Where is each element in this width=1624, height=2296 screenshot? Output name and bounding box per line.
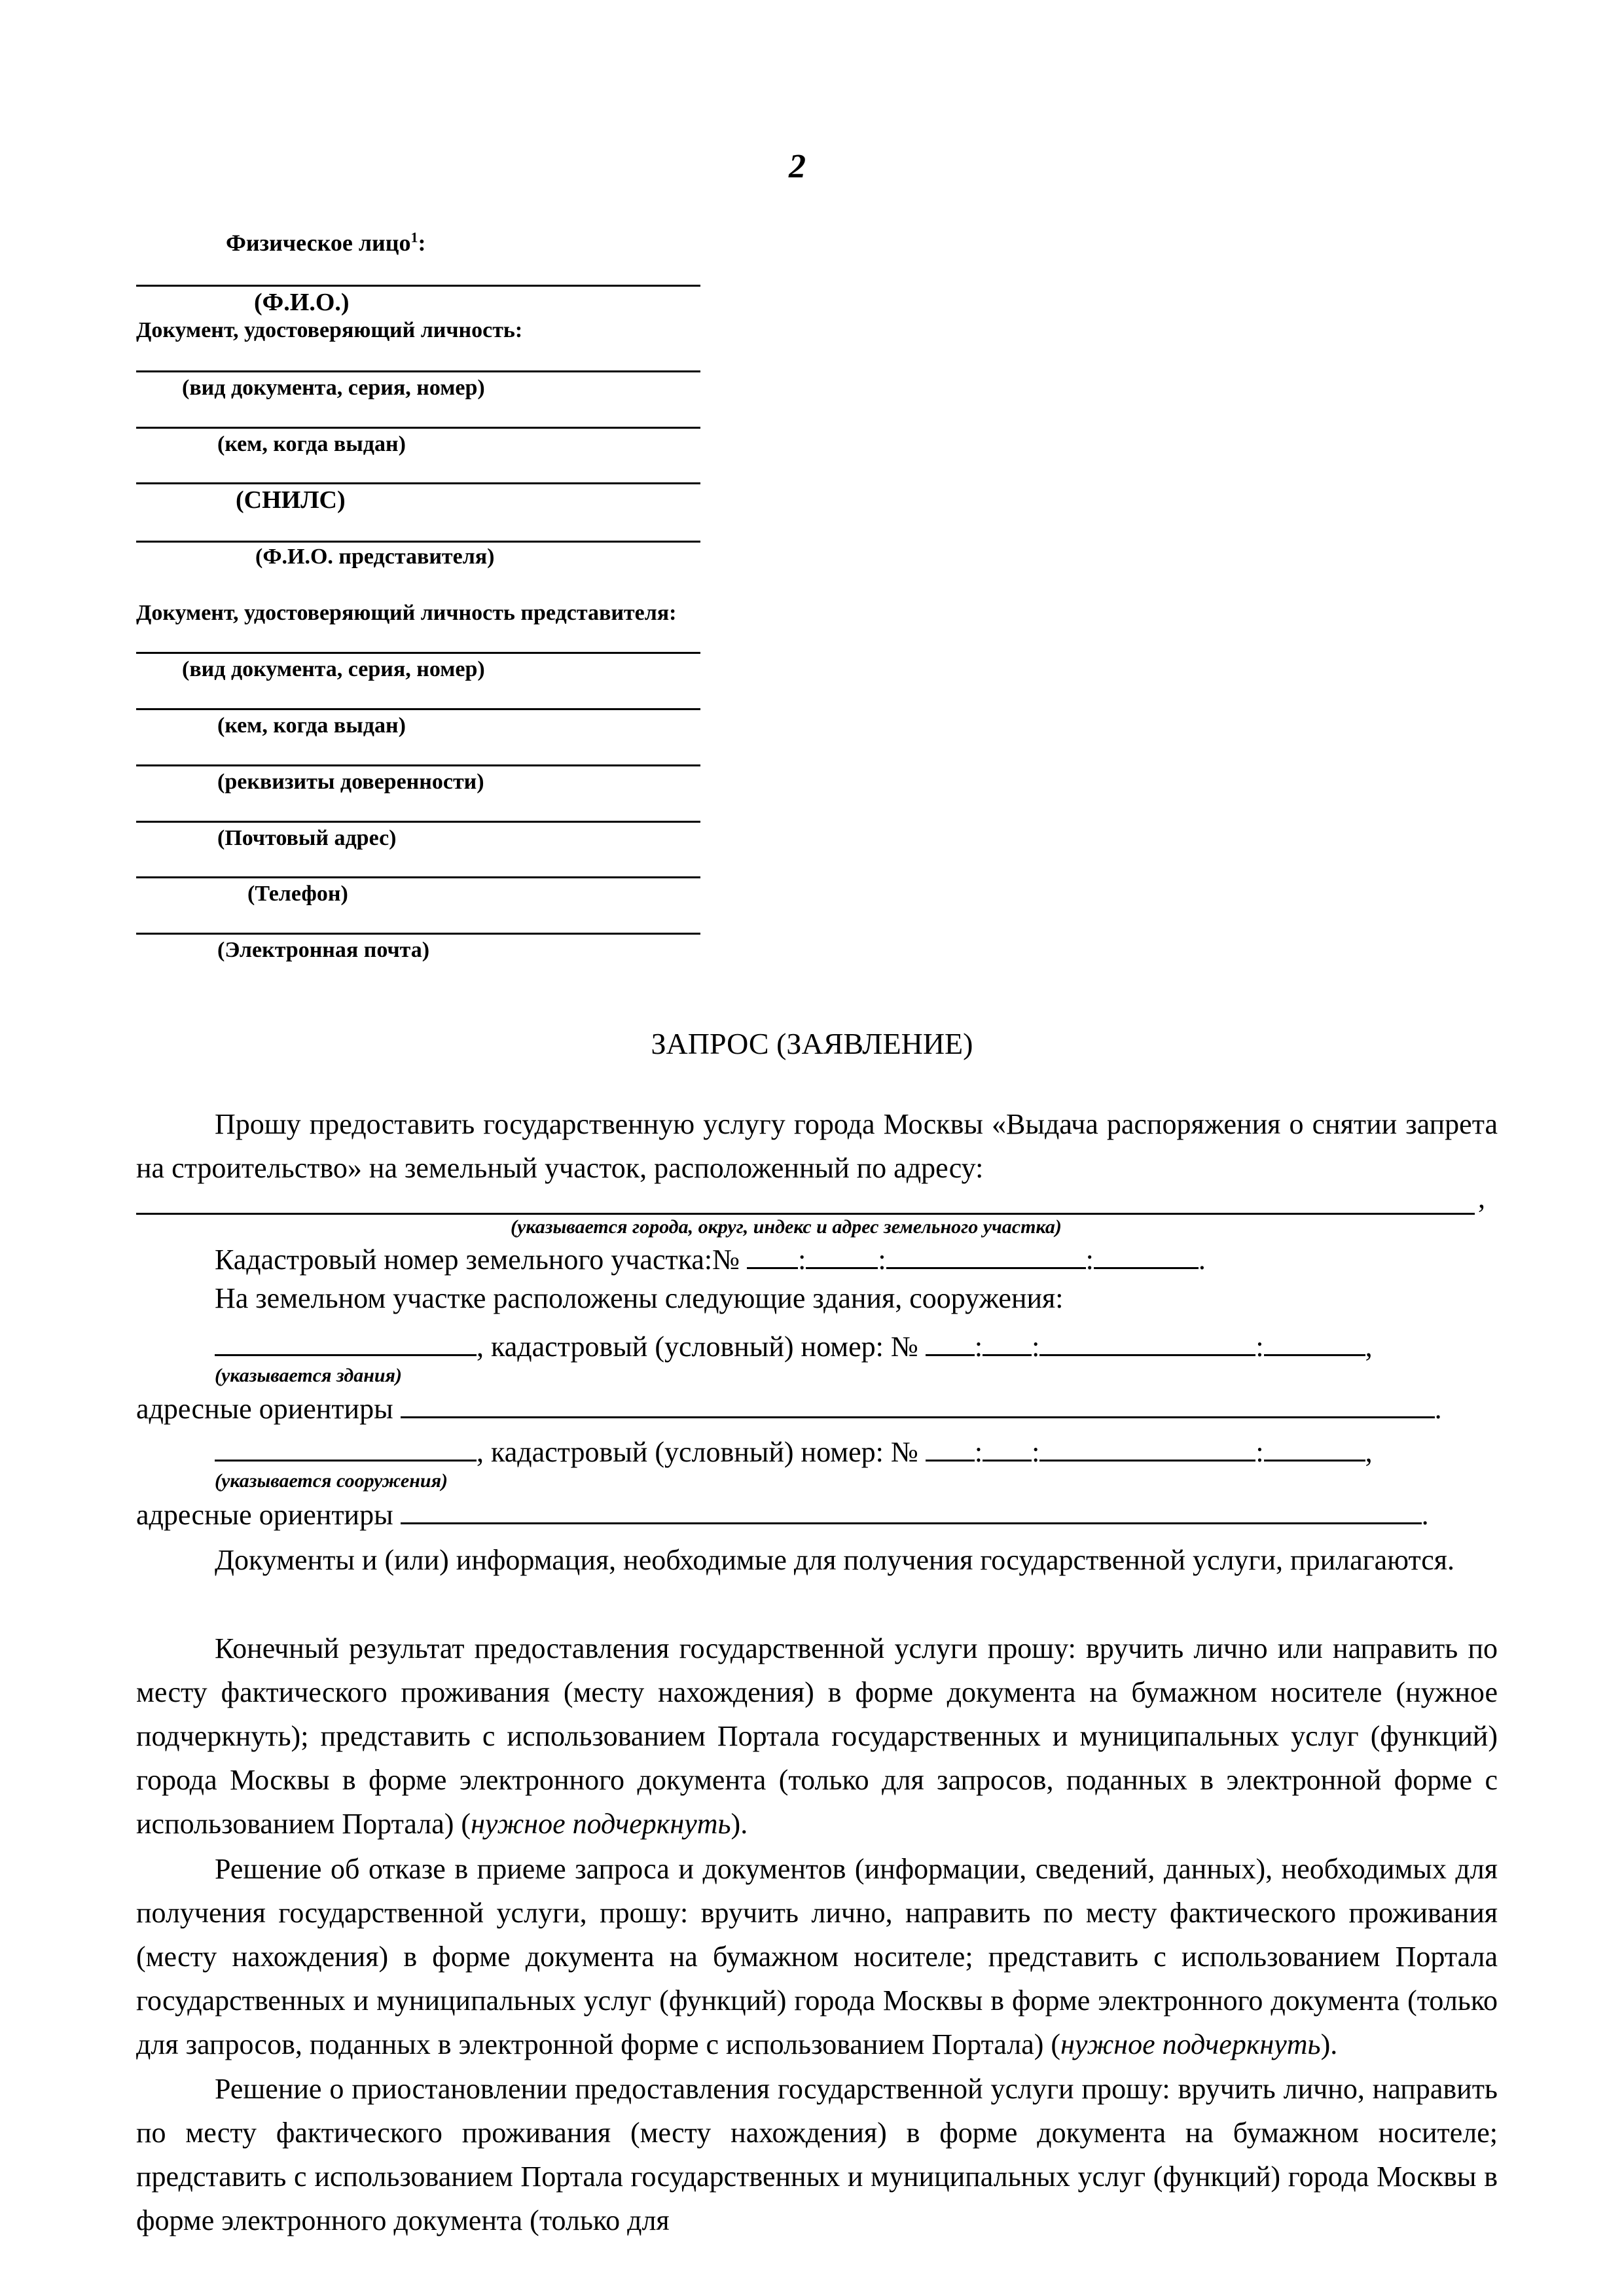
building-address-label: адресные ориентиры xyxy=(136,1393,393,1425)
applicant-header xyxy=(226,229,426,257)
address-comma: , xyxy=(1478,1182,1485,1214)
address-underline xyxy=(136,1213,1475,1215)
result-underline-hint: нужное подчеркнуть xyxy=(471,1808,731,1840)
poa-line xyxy=(136,764,700,766)
fio-caption: (Ф.И.О.) xyxy=(254,289,350,316)
cadastral-line: Кадастровый номер земельного участка:№ : : : . xyxy=(215,1238,1206,1276)
fio-line xyxy=(136,285,700,287)
doc-type-caption: (вид документа, серия, номер) xyxy=(182,376,485,400)
applicant-header-colon: : xyxy=(418,230,426,256)
building-note: (указывается здания) xyxy=(215,1365,402,1386)
rep-fio-line xyxy=(136,541,700,543)
buildings-label: На земельном участке расположены следующие здания, сооружения: xyxy=(215,1282,1064,1314)
result-text: Конечный результат предоставления государственной услуги прошу: вручить лично или направить по месту фактического проживания (месту нахождения) в форме документа на бумажном носителе (нужное подчеркнуть); представить с использованием Портала государственных и муниципальных услуг (функций) города Москвы в форме электронного документа (только для запросов, поданных в электронной форме с использованием Портала) xyxy=(136,1632,1498,1840)
postal-caption: (Почтовый адрес) xyxy=(217,826,397,850)
rep-doc-type-line xyxy=(136,652,700,654)
page-number: 2 xyxy=(789,148,806,185)
issued-by-line xyxy=(136,427,700,429)
rep-issued-by-caption: (кем, когда выдан) xyxy=(217,713,406,738)
documents-paragraph: Документы и (или) информация, необходимые для получения государственной услуги, прилагаются. xyxy=(215,1544,1454,1576)
refusal-underline-hint: нужное подчеркнуть xyxy=(1060,2028,1321,2060)
applicant-header-text: Физическое лицо xyxy=(226,230,411,256)
id-doc-label: Документ, удостоверяющий личность: xyxy=(136,318,523,342)
structure-address-label: адресные ориентиры xyxy=(136,1499,393,1531)
issued-by-caption: (кем, когда выдан) xyxy=(217,432,406,456)
doc-type-line xyxy=(136,370,700,372)
phone-line xyxy=(136,876,700,878)
suspension-paragraph: Решение о приостановлении предоставления государственной услуги прошу: вручить лично, направить по месту фактического проживания (месту нахождения) в форме документа на бумажном носителе; представить с использованием Портала государственных и муниципальных услуг (функций) города Москвы в форме электронного документа (только для xyxy=(136,2073,1498,2236)
email-caption: (Электронная почта) xyxy=(217,938,430,962)
poa-caption: (реквизиты доверенности) xyxy=(217,770,484,794)
refusal-text: Решение об отказе в приеме запроса и документов (информации, сведений, данных), необходимых для получения государственной услуги, прошу: вручить лично, направить по месту фактического проживания (месту нахождения) в форме документа на бумажном носителе; представить с использованием Портала государственных и муниципальных услуг (функций) города Москвы в форме электронного документа (только для запросов, поданных в электронной форме с использованием Портала) xyxy=(136,1853,1498,2060)
phone-caption: (Телефон) xyxy=(247,882,348,906)
building-address-line: адресные ориентиры . xyxy=(136,1388,1442,1426)
footnote-mark: 1 xyxy=(410,229,418,245)
document-title: ЗАПРОС (ЗАЯВЛЕНИЕ) xyxy=(651,1027,973,1060)
snils-line xyxy=(136,482,700,484)
rep-doc-type-caption: (вид документа, серия, номер) xyxy=(182,657,485,681)
result-paragraph: Конечный результат предоставления государственной услуги прошу: вручить лично или направить по месту фактического проживания (месту нахождения) в форме документа на бумажном носителе (нужное подчеркнуть); представить с использованием Портала государственных и муниципальных услуг (функций) города Москвы в форме электронного документа (только для запросов, поданных в электронной форме с использованием Портала) (нужное подчеркнуть). xyxy=(136,1632,1498,1840)
cadastral-label: Кадастровый номер земельного участка:№ xyxy=(215,1244,740,1276)
structure-note: (указывается сооружения) xyxy=(215,1470,448,1492)
rep-doc-label: Документ, удостоверяющий личность представителя: xyxy=(136,601,677,625)
request-paragraph: Прошу предоставить государственную услугу города Москвы «Выдача распоряжения о снятии запрета на строительство» на земельный участок, расположенный по адресу: xyxy=(136,1108,1498,1184)
email-line xyxy=(136,933,700,935)
rep-issued-by-line xyxy=(136,708,700,710)
address-note: (указывается города, округ, индекс и адрес земельного участка) xyxy=(511,1216,1062,1238)
structure-cadastral-label: , кадастровый (условный) номер: № xyxy=(477,1436,918,1468)
structure-cadastral-line: , кадастровый (условный) номер: № : : : , xyxy=(215,1431,1373,1469)
building-cadastral-label: , кадастровый (условный) номер: № xyxy=(477,1331,918,1363)
structure-address-line: адресные ориентиры . xyxy=(136,1494,1429,1532)
building-cadastral-line: , кадастровый (условный) номер: № : : : , xyxy=(215,1325,1373,1363)
snils-caption: (СНИЛС) xyxy=(236,486,346,514)
refusal-paragraph: Решение об отказе в приеме запроса и документов (информации, сведений, данных), необходимых для получения государственной услуги, прошу: вручить лично, направить по месту фактического проживания (месту нахождения) в форме документа на бумажном носителе; представить с использованием Портала государственных и муниципальных услуг (функций) города Москвы в форме электронного документа (только для запросов, поданных в электронной форме с использованием Портала) (нужное подчеркнуть). xyxy=(136,1853,1498,2060)
rep-fio-caption: (Ф.И.О. представителя) xyxy=(255,545,495,569)
postal-line xyxy=(136,821,700,823)
